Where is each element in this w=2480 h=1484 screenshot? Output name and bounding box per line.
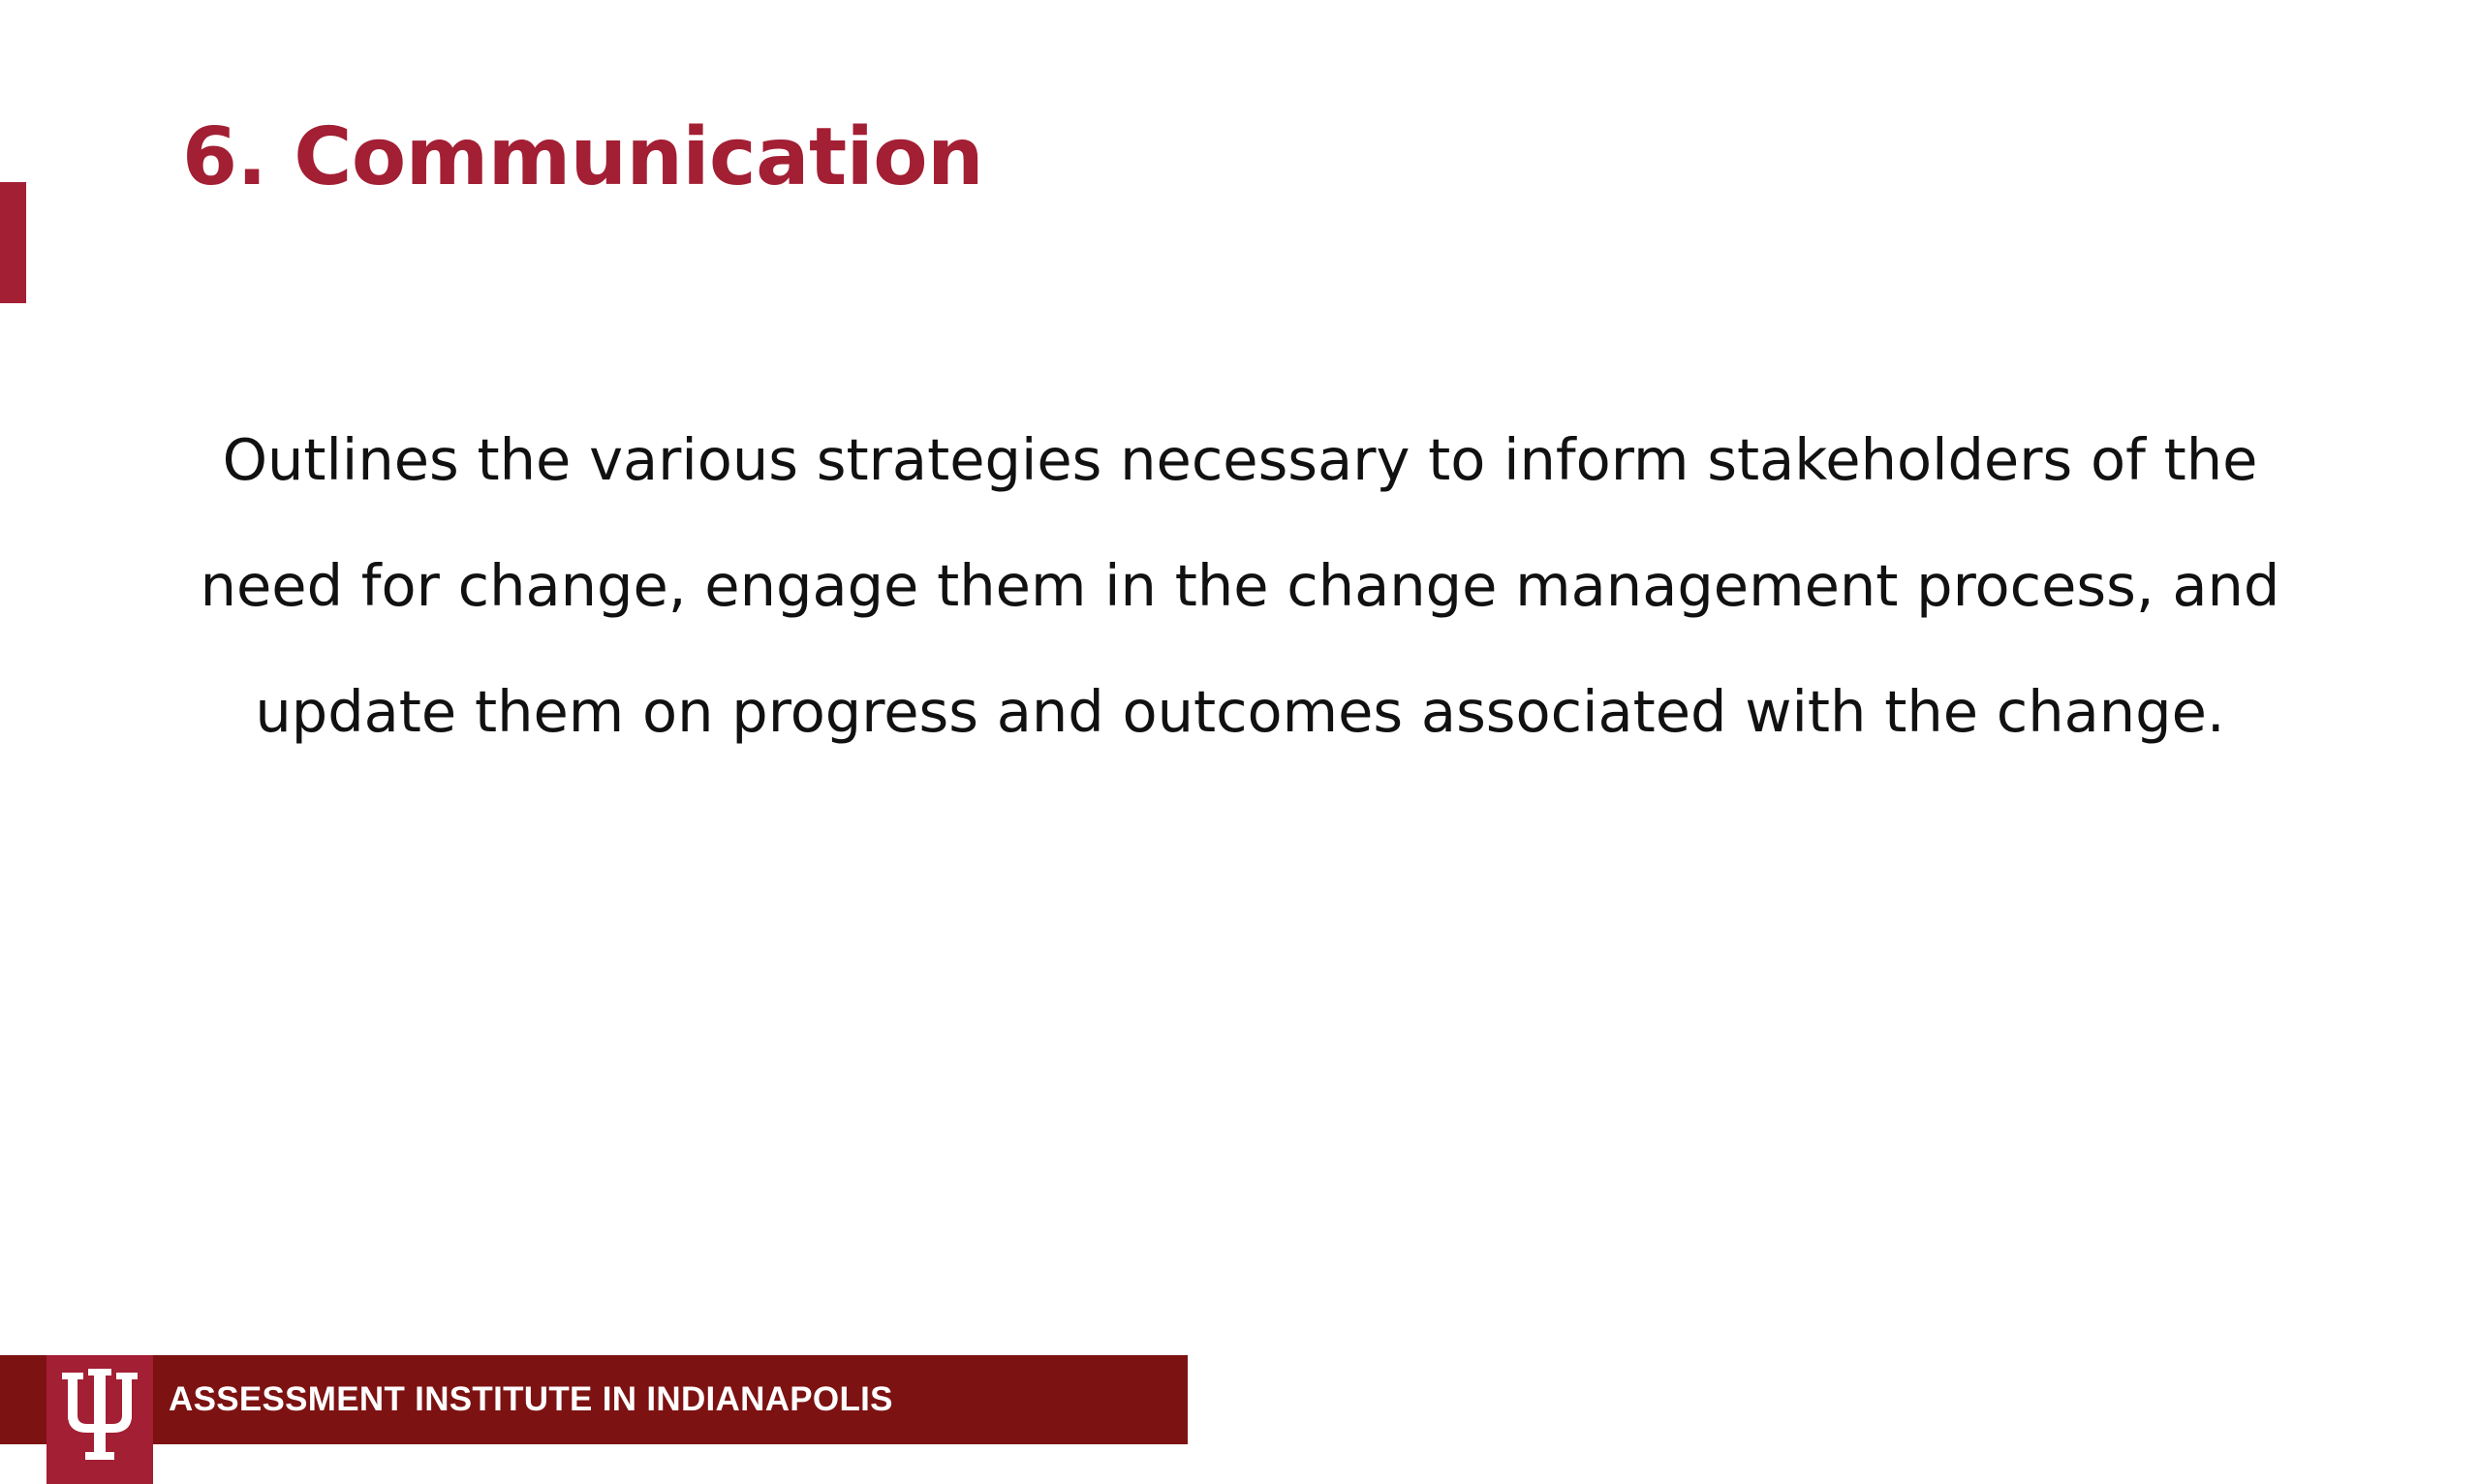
iu-trident-logo-icon <box>60 1369 140 1466</box>
slide-body-text: Outlines the various strategies necessary to inform stakeholders of the need for change, engage them in the change management process, and update them on progress and outcomes associated with the change. <box>200 426 2280 745</box>
slide-title: 6. Communication <box>182 111 983 203</box>
footer-org-name: ASSESSMENT INSTITUTE IN INDIANAPOLIS <box>169 1380 893 1418</box>
title-accent-bar <box>0 182 26 303</box>
iu-logo <box>46 1355 153 1484</box>
